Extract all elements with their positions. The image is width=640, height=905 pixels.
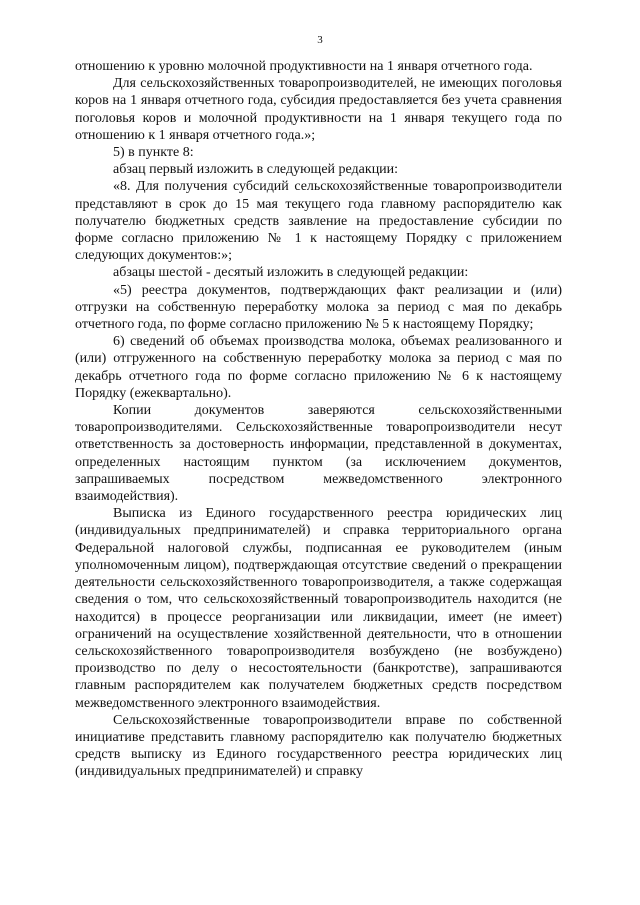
paragraph: «5) реестра документов, подтверждающих факт реализации и (или) отгрузки на собственную переработку молока за период с мая по декабрь отчетного года, по форме согласно приложению № 5 к настоящему Порядку; (75, 282, 562, 333)
paragraph: Выписка из Единого государственного реестра юридических лиц (индивидуальных предпринимателей) и справка территориального органа Федеральной налоговой службы, подписанная ее руководителем (иным уполномоченным лицом), подтверждающая отсутствие сведений о прекращении деятельности сельскохозяйственного товаропроизводителя, а также содержащая сведения о том, что сельскохозяйственный товаропроизводитель находится (не находится) в процессе реорганизации или ликвидации, имеет (не имеет) ограничений на осуществление хозяйственной деятельности, что в отношении сельскохозяйственного товаропроизводителя возбуждено (не возбуждено) производство по делу о несостоятельности (банкротстве), запрашиваются главным распорядителем как получателем бюджетных средств посредством межведомственного электронного взаимодействия. (75, 506, 562, 711)
paragraph: Сельскохозяйственные товаропроизводители вправе по собственной инициативе представить главному распорядителю как получателю бюджетных средств выписку из Единого государственного реестра юридических лиц (индивидуальных предпринимателей) и справку (75, 712, 562, 780)
paragraph: абзацы шестой - десятый изложить в следующей редакции: (113, 265, 469, 281)
paragraph: Для сельскохозяйственных товаропроизводителей, не имеющих поголовья коров на 1 января отчетного года, субсидия предоставляется без учета сравнения поголовья коров и молочной продуктивности на 1 января текущего года по отношению к 1 января отчетного года.»; (75, 76, 562, 143)
paragraph: абзац первый изложить в следующей редакции: (113, 162, 399, 178)
paragraph: 6) сведений об объемах производства молока, объемах реализованного и (или) отгруженного на собственную переработку молока за период с мая по декабрь отчетного года по форме согласно приложению № 6 к настоящему Порядку (ежеквартально). (75, 334, 562, 401)
paragraph: 5) в пункте 8: (113, 145, 194, 161)
page-number: 3 (317, 34, 323, 46)
paragraph: Копии документов заверяются сельскохозяйственными товаропроизводителями. Сельскохозяйственные товаропроизводители несут ответственность за достоверность информации, представленной в документах, определенных настоящим пунктом (за исключением документов, запрашиваемых посредством межведомственного электронного взаимодействия). (75, 403, 562, 505)
paragraph: отношению к уровню молочной продуктивности на 1 января отчетного года. (75, 59, 533, 74)
paragraph: «8. Для получения субсидий сельскохозяйственные товаропроизводители представляют в срок до 15 мая текущего года главному распорядителю как получателю бюджетных средств заявление на предоставление субсидии по форме согласно приложению № 1 к настоящему Порядку с приложением следующих документов:»; (75, 179, 562, 264)
document-body (75, 58, 562, 781)
